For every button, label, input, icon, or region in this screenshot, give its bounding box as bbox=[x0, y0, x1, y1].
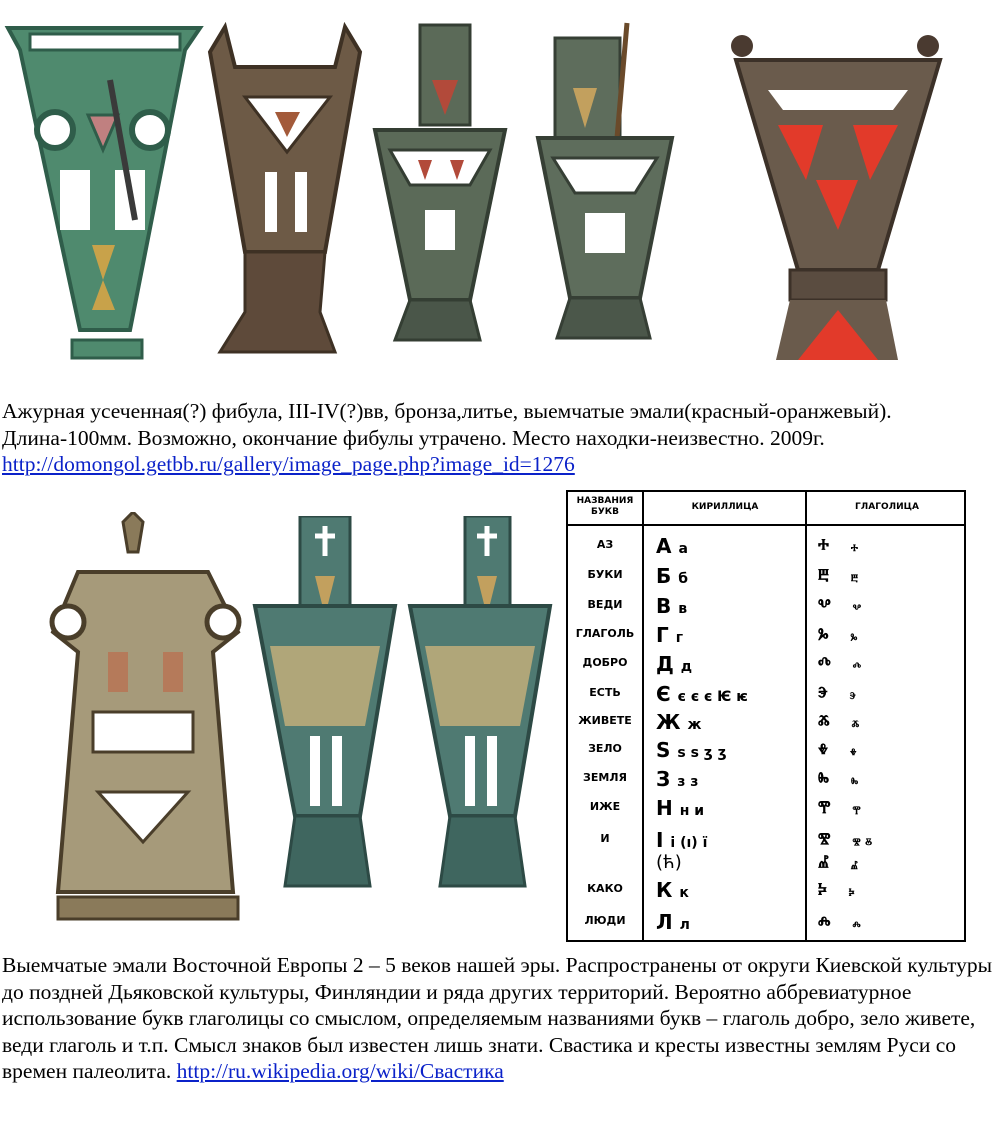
glagolitic-small: ⰸ bbox=[851, 775, 859, 790]
glagolitic-small: ⰶ bbox=[851, 718, 860, 733]
glagolitic-capital: ⰳ bbox=[818, 623, 829, 647]
fibula-photo-5 bbox=[728, 30, 948, 365]
cyrillic-letter bbox=[656, 594, 806, 618]
glagolitic-small: ⰽ bbox=[848, 886, 855, 901]
fibula-photo-6 bbox=[38, 512, 253, 942]
glagolitic-letter bbox=[818, 623, 958, 647]
cyrillic-letter bbox=[656, 710, 806, 734]
glagolitic-small: ⰷ bbox=[849, 746, 857, 761]
cyrillic-capital: Ѕ bbox=[656, 738, 671, 762]
glagolitic-letter bbox=[818, 910, 958, 934]
fibula-photo-3 bbox=[370, 20, 510, 365]
glagolitic-capital: ⰽ bbox=[818, 878, 827, 902]
alphabet-table bbox=[566, 490, 966, 942]
cyrillic-capital: А bbox=[656, 534, 672, 558]
glagolitic-letter bbox=[818, 796, 958, 820]
fibula-photo-4 bbox=[535, 18, 675, 363]
glagolitic-capital: ⰾ bbox=[818, 910, 831, 934]
fibula-photo-7 bbox=[250, 516, 400, 911]
cyrillic-letter bbox=[656, 534, 806, 558]
cyrillic-capital: Д bbox=[656, 652, 674, 676]
glagolitic-capital: ⰺ bbox=[818, 828, 831, 852]
glagolitic-capital: ⰶ bbox=[818, 710, 830, 734]
letter-name: ЗЕМЛЯ bbox=[583, 771, 627, 784]
glagolitic-letter bbox=[818, 682, 958, 706]
cyrillic-small: н и bbox=[679, 803, 705, 819]
cyrillic-letter bbox=[656, 910, 806, 934]
cyrillic-capital: Г bbox=[656, 623, 669, 647]
cyrillic-letter bbox=[656, 796, 806, 820]
header-names: НАЗВАНИЯ БУКВ bbox=[576, 496, 634, 517]
caption-bottom-link[interactable]: http://ru.wikipedia.org/wiki/Свастика bbox=[176, 1059, 504, 1083]
cyrillic-capital: К bbox=[656, 878, 673, 902]
caption-top bbox=[2, 398, 1002, 478]
fibula-photo-1 bbox=[0, 20, 205, 365]
glagolitic-capital: ⰱ bbox=[818, 564, 829, 588]
glagolitic-small: ⰳ bbox=[850, 631, 858, 646]
caption-top-text: Ажурная усеченная(?) фибула, III-IV(?)вв, бронза,литье, выемчатые эмали(красный-оранжевый). Длина-100мм. Возможно, окончание фибулы утрачено. Место находки-неизвестно. 2009г. bbox=[2, 399, 892, 450]
glagolitic-capital: ⰲ bbox=[818, 594, 831, 618]
letter-name: ЗЕЛО bbox=[588, 742, 622, 755]
letter-name: ИЖЕ bbox=[589, 800, 621, 813]
glagolitic-small: ⰹ bbox=[852, 804, 861, 819]
cyrillic-small: в bbox=[678, 601, 688, 617]
cyrillic-letter bbox=[656, 738, 806, 762]
letter-name: ЕСТЬ bbox=[589, 686, 621, 699]
glagolitic-small: ⰲ bbox=[852, 602, 862, 617]
glagolitic-letter bbox=[818, 738, 958, 762]
cyrillic-small: б bbox=[678, 571, 688, 587]
glagolitic-small: ⰴ bbox=[852, 660, 862, 675]
letter-name: И bbox=[600, 832, 610, 845]
cyrillic-small: і (ı) ї bbox=[670, 835, 708, 851]
glagolitic-extra-capital: ⰼ bbox=[818, 852, 829, 876]
header-glagolitic: ГЛАГОЛИЦА bbox=[855, 502, 919, 512]
letter-name: ЛЮДИ bbox=[584, 914, 626, 927]
alphabet-table-header bbox=[568, 492, 964, 526]
glagolitic-letter bbox=[818, 767, 958, 791]
cyrillic-capital: І bbox=[656, 828, 664, 852]
letter-name: ДОБРО bbox=[582, 656, 628, 669]
caption-top-link[interactable]: http://domongol.getbb.ru/gallery/image_page.php?image_id=1276 bbox=[2, 452, 575, 476]
glagolitic-letter bbox=[818, 710, 958, 734]
glagolitic-small: ⰵ bbox=[849, 690, 856, 705]
cyrillic-letter bbox=[656, 828, 806, 852]
glagolitic-small: ⰱ bbox=[850, 572, 859, 587]
glagolitic-capital: ⰵ bbox=[818, 682, 828, 706]
cyrillic-capital: Б bbox=[656, 564, 672, 588]
glagolitic-small: ⰰ bbox=[850, 542, 858, 557]
cyrillic-capital: В bbox=[656, 594, 672, 618]
cyrillic-small: є є є Ѥ ѥ bbox=[677, 689, 748, 705]
cyrillic-capital: З bbox=[656, 767, 671, 791]
glagolitic-capital: ⰴ bbox=[818, 652, 831, 676]
cyrillic-letter bbox=[656, 623, 806, 647]
cyrillic-capital: Є bbox=[656, 682, 671, 706]
glagolitic-extra bbox=[818, 852, 958, 876]
cyrillic-small: г bbox=[675, 630, 684, 646]
glagolitic-letter bbox=[818, 564, 958, 588]
letter-name: ВЕДИ bbox=[587, 598, 623, 611]
fibula-photo-2 bbox=[205, 22, 365, 367]
cyrillic-small: ѕ ѕ ʒ ʒ bbox=[677, 745, 727, 761]
cyrillic-capital: Ж bbox=[656, 710, 681, 734]
glagolitic-letter bbox=[818, 828, 958, 852]
header-cyrillic: КИРИЛЛИЦА bbox=[691, 502, 759, 512]
cyrillic-letter bbox=[656, 682, 806, 706]
caption-bottom-text: Выемчатые эмали Восточной Европы 2 – 5 веков нашей эры. Распространены от округи Киевской культуры до поздней Дьяковской культуры, Финляндии и ряда других территорий. Вероятно аббревиатурное использование букв глаголицы со смыслом, определяемым названиями букв – глаголь добро, зело живете, веди глаголь и т.п. Смысл знаков был известен лишь знати. Свастика и кресты известны землям Руси со времен палеолита. bbox=[2, 953, 993, 1083]
cyrillic-letter bbox=[656, 878, 806, 902]
cyrillic-letter bbox=[656, 564, 806, 588]
letter-name: АЗ bbox=[596, 538, 614, 551]
letter-name: ГЛАГОЛЬ bbox=[575, 627, 635, 640]
cyrillic-capital: Н bbox=[656, 796, 673, 820]
fibula-photo-8 bbox=[405, 516, 555, 911]
glagolitic-letter bbox=[818, 594, 958, 618]
letter-name: КАКО bbox=[587, 882, 623, 895]
cyrillic-small: д bbox=[680, 659, 693, 675]
cyrillic-small: к bbox=[679, 885, 689, 901]
cyrillic-letter bbox=[656, 767, 806, 791]
glagolitic-extra-small: ⰼ bbox=[850, 860, 858, 875]
glagolitic-capital: ⰰ bbox=[818, 534, 829, 558]
glagolitic-letter bbox=[818, 534, 958, 558]
table-divider-1 bbox=[642, 492, 644, 940]
caption-bottom bbox=[2, 952, 1002, 1085]
cyrillic-small: а bbox=[678, 541, 688, 557]
cyrillic-small: з з bbox=[677, 774, 699, 790]
glagolitic-small: ⰺ ⰻ bbox=[852, 836, 872, 851]
glagolitic-capital: ⰸ bbox=[818, 767, 829, 791]
letter-name: ЖИВЕТЕ bbox=[578, 714, 632, 727]
glagolitic-letter bbox=[818, 878, 958, 902]
cyrillic-letter bbox=[656, 652, 806, 676]
cyrillic-small: ж bbox=[687, 717, 702, 733]
letter-name: БУКИ bbox=[587, 568, 623, 581]
cyrillic-capital: Л bbox=[656, 910, 673, 934]
cyrillic-small: л bbox=[679, 917, 690, 933]
glagolitic-small: ⰾ bbox=[852, 918, 861, 933]
glagolitic-capital: ⰷ bbox=[818, 738, 828, 762]
cyrillic-extra: (ћ) bbox=[656, 852, 682, 873]
glagolitic-letter bbox=[818, 652, 958, 676]
glagolitic-capital: ⰹ bbox=[818, 796, 831, 820]
